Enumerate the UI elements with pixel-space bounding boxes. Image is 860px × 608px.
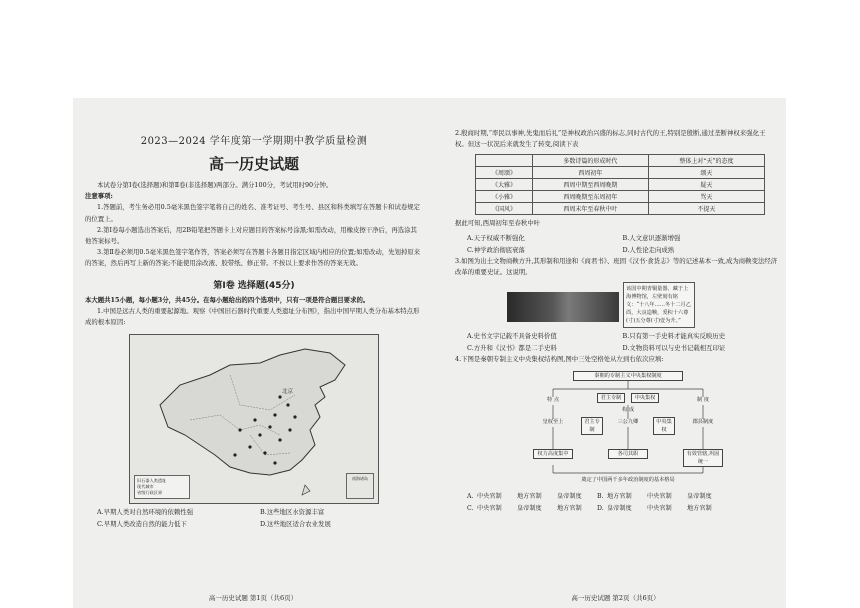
question-3-figure: [507, 282, 778, 328]
exam-year-title: 2023—2024 学年度第一学期期中教学质量检测: [140, 136, 368, 147]
option-b: B.这些地区水资源丰富: [260, 508, 325, 517]
table-cell: 《大雅》: [476, 179, 533, 191]
table-cell: 西周末年至春秋中叶: [532, 203, 648, 215]
instruction-heading: 注意事项:: [85, 192, 113, 201]
instructions: [85, 180, 423, 270]
instruction-line: 本试卷分第Ⅰ卷(选择题)和第Ⅱ卷(非选择题)两部分。满分100分，考试用时90分钟。: [97, 181, 333, 189]
question-1-stem: 1.中国是远古人类的重要起源地。观察《中国旧石器时代重要人类遗址分布图》，指出中国早期人类分布基本特点形成的根本原因:: [85, 306, 420, 327]
poetry-table: [475, 154, 765, 215]
table-cell: 《小雅》: [476, 191, 533, 203]
table-cell: 西周中期至西周晚期: [532, 179, 648, 191]
option-letter: C.: [467, 505, 474, 513]
diagram-blank-1: 君主专制: [581, 417, 603, 435]
diagram-connectors: [513, 369, 743, 487]
option-a: A.史书文字记载不具备史料价值: [467, 332, 557, 341]
option-c: C.方升和《汉书》都是二手史料: [467, 344, 557, 353]
exam-subject-title: 高一历史试题: [208, 155, 299, 173]
question-2-options: [455, 232, 778, 256]
table-cell: 疑天: [648, 179, 764, 191]
instruction-line: 2.第Ⅰ卷每小题选出答案后，用2B铅笔把答题卡上对应题目的答案标号涂黑;如需改动，用橡皮擦干净后，再选涂其他答案标号。: [85, 225, 417, 246]
map-legend: [134, 475, 190, 499]
exam-page-1: [73, 98, 433, 608]
option-cell: 皇帝制度: [607, 505, 632, 513]
legend-item-sites: 旧石器人类遗址: [137, 478, 167, 484]
table-cell: 颂天: [648, 167, 764, 179]
option-cell: 中央官制: [647, 493, 672, 501]
shang-yang-measure-photo: [507, 292, 619, 322]
diagram-label-system: 制 度: [696, 397, 710, 404]
page-footer: 高一历史试题 第1页（共6页）: [208, 594, 298, 602]
inset-label: 南海诸岛: [352, 476, 368, 482]
option-cell: 地方官制: [517, 493, 542, 501]
option-a: A.天子权威不断强化: [467, 233, 525, 242]
table-header-row: [476, 155, 765, 167]
paleolithic-sites-map: [129, 334, 379, 504]
diagram-node-centralization: 中央集权: [631, 393, 659, 403]
option-cell: 中央官制: [647, 505, 672, 513]
option-cell: 皇帝制度: [557, 493, 582, 501]
option-d: D.人性论走向成熟: [622, 245, 675, 254]
diagram-bottom-2: 各司其职: [608, 449, 648, 459]
table-cell: 《周颂》: [476, 167, 533, 179]
option-cell: 中央官制: [477, 505, 502, 513]
table-header: 多数诗篇的形成时代: [532, 155, 648, 167]
table-cell: 不提天: [648, 203, 764, 215]
table-cell: 西周初年: [532, 167, 648, 179]
option-c: C.早期人类改造自然的能力低下: [97, 520, 187, 529]
exam-page-2: [445, 98, 786, 608]
option-letter: D.: [597, 505, 604, 513]
question-3-options: [455, 330, 778, 354]
exam-sheet: [73, 98, 786, 608]
option-cell: 中央官制: [477, 493, 502, 501]
option-a: A.早期人类对自然环境的依赖性强: [97, 508, 194, 517]
option-letter: A.: [467, 493, 474, 501]
table-row: [476, 191, 765, 203]
option-d: D.这些地区适合农业发展: [260, 520, 331, 529]
section-note: 本大题共15小题，每小题3分，共45分。在每小题给出的四个选项中，只有一项是符合题目要求的。: [85, 295, 370, 304]
diagram-label-structure: 构 成: [621, 407, 635, 414]
option-c: C.神学政治彻底衰落: [467, 245, 525, 254]
diagram-sub-supreme-power: 皇权至上: [542, 419, 564, 426]
diagram-sub-commandery: 郡县制度: [692, 419, 714, 426]
instruction-line: 3.第Ⅱ卷必须用0.5毫米黑色签字笔作答，答案必须写在答题卡各题目指定区域内相应的位置;如需改动，先划掉原来的答案，然后再写上新的答案;不能使用涂改液、胶带纸、修正带。不按以上要求作答的答案无效。: [85, 248, 421, 268]
diagram-bottom-1: 权力高度集中: [533, 449, 573, 459]
map-label-beijing: 北京: [282, 389, 294, 396]
diagram-bottom-3: 有效管辖,巩固统一: [683, 449, 723, 467]
instruction-line: 1.答题前，考生务必用0.5毫米黑色签字笔将自己的姓名、准考证号、考生号、县区和科类填写在答题卡和试卷规定的位置上。: [85, 203, 421, 223]
question-2-lead: 据此可知,西周初年至春秋中叶: [455, 219, 541, 228]
table-header: 整体上对“天”的态度: [648, 155, 764, 167]
section-title: 第Ⅰ卷 选择题(45分): [213, 280, 295, 291]
diagram-node-monarchy: 君主专制: [597, 393, 625, 403]
table-row: [476, 167, 765, 179]
table-header: [476, 155, 533, 167]
diagram-sub-three-ministers: 三公九卿: [617, 419, 639, 426]
option-cell: 地方官制: [687, 505, 712, 513]
diagram-blank-2: 中央集权: [653, 417, 675, 435]
option-cell: 皇帝制度: [517, 505, 542, 513]
photo-caption: 该国中期青铜量器，藏于上海博物馆，左壁刻有铭文：“十八年……冬十二月乙酉，大良造鞅，爰积十六尊(寸)五分尊(寸)壹为升。”: [623, 282, 695, 328]
page-footer: 高一历史试题 第2页（共6页）: [571, 594, 660, 602]
question-4-stem: 4.下图是秦朝专制主义中央集权结构图,图中三处空格处从左到右依次应填:: [455, 355, 664, 364]
legend-item-borders: 省级行政区界: [137, 490, 163, 496]
diagram-caption: 奠定了中国两千多年政治制度的基本格局: [581, 477, 675, 484]
option-d: D.文物资料可以与史书记载相互印证: [622, 344, 726, 353]
diagram-label-features: 特 点: [546, 397, 560, 404]
question-2-stem: 2.殷商时期,“率民以事神,先鬼而后礼”是神权政治兴盛的标志,同时古代的王,特别是殷断,通过垄断神权来强化王权。但这一状况后来就发生了转变,阅读下表: [455, 129, 766, 149]
option-cell: 皇帝制度: [687, 493, 712, 501]
option-b: B.人文意识逐渐增强: [622, 233, 681, 242]
table-row: [476, 203, 765, 215]
legend-item-cities: 现代城市: [137, 484, 154, 490]
table-cell: 《国风》: [476, 203, 533, 215]
option-cell: 地方官制: [557, 505, 582, 513]
table-row: [476, 179, 765, 191]
question-4-options: [467, 491, 778, 515]
option-letter: B.: [597, 493, 604, 501]
south-china-sea-inset: [346, 473, 374, 499]
diagram-top-node: 秦朝的专制主义中央集权制度: [573, 371, 683, 381]
table-cell: 西周晚期至东周初年: [532, 191, 648, 203]
qin-centralization-diagram: [513, 369, 743, 487]
question-3-stem: 3.如图为出土文物商鞅方升,其形制和用途和《商君书》、班固《汉书·食货志》等的记述基本一致,成为商鞅变法经济改革的重要史证。这说明,: [455, 256, 778, 276]
table-cell: 骂天: [648, 191, 764, 203]
question-1-options: [85, 506, 423, 530]
option-b: B.只有第一手史料才能真实反映历史: [622, 332, 726, 341]
option-cell: 地方官制: [607, 493, 632, 501]
